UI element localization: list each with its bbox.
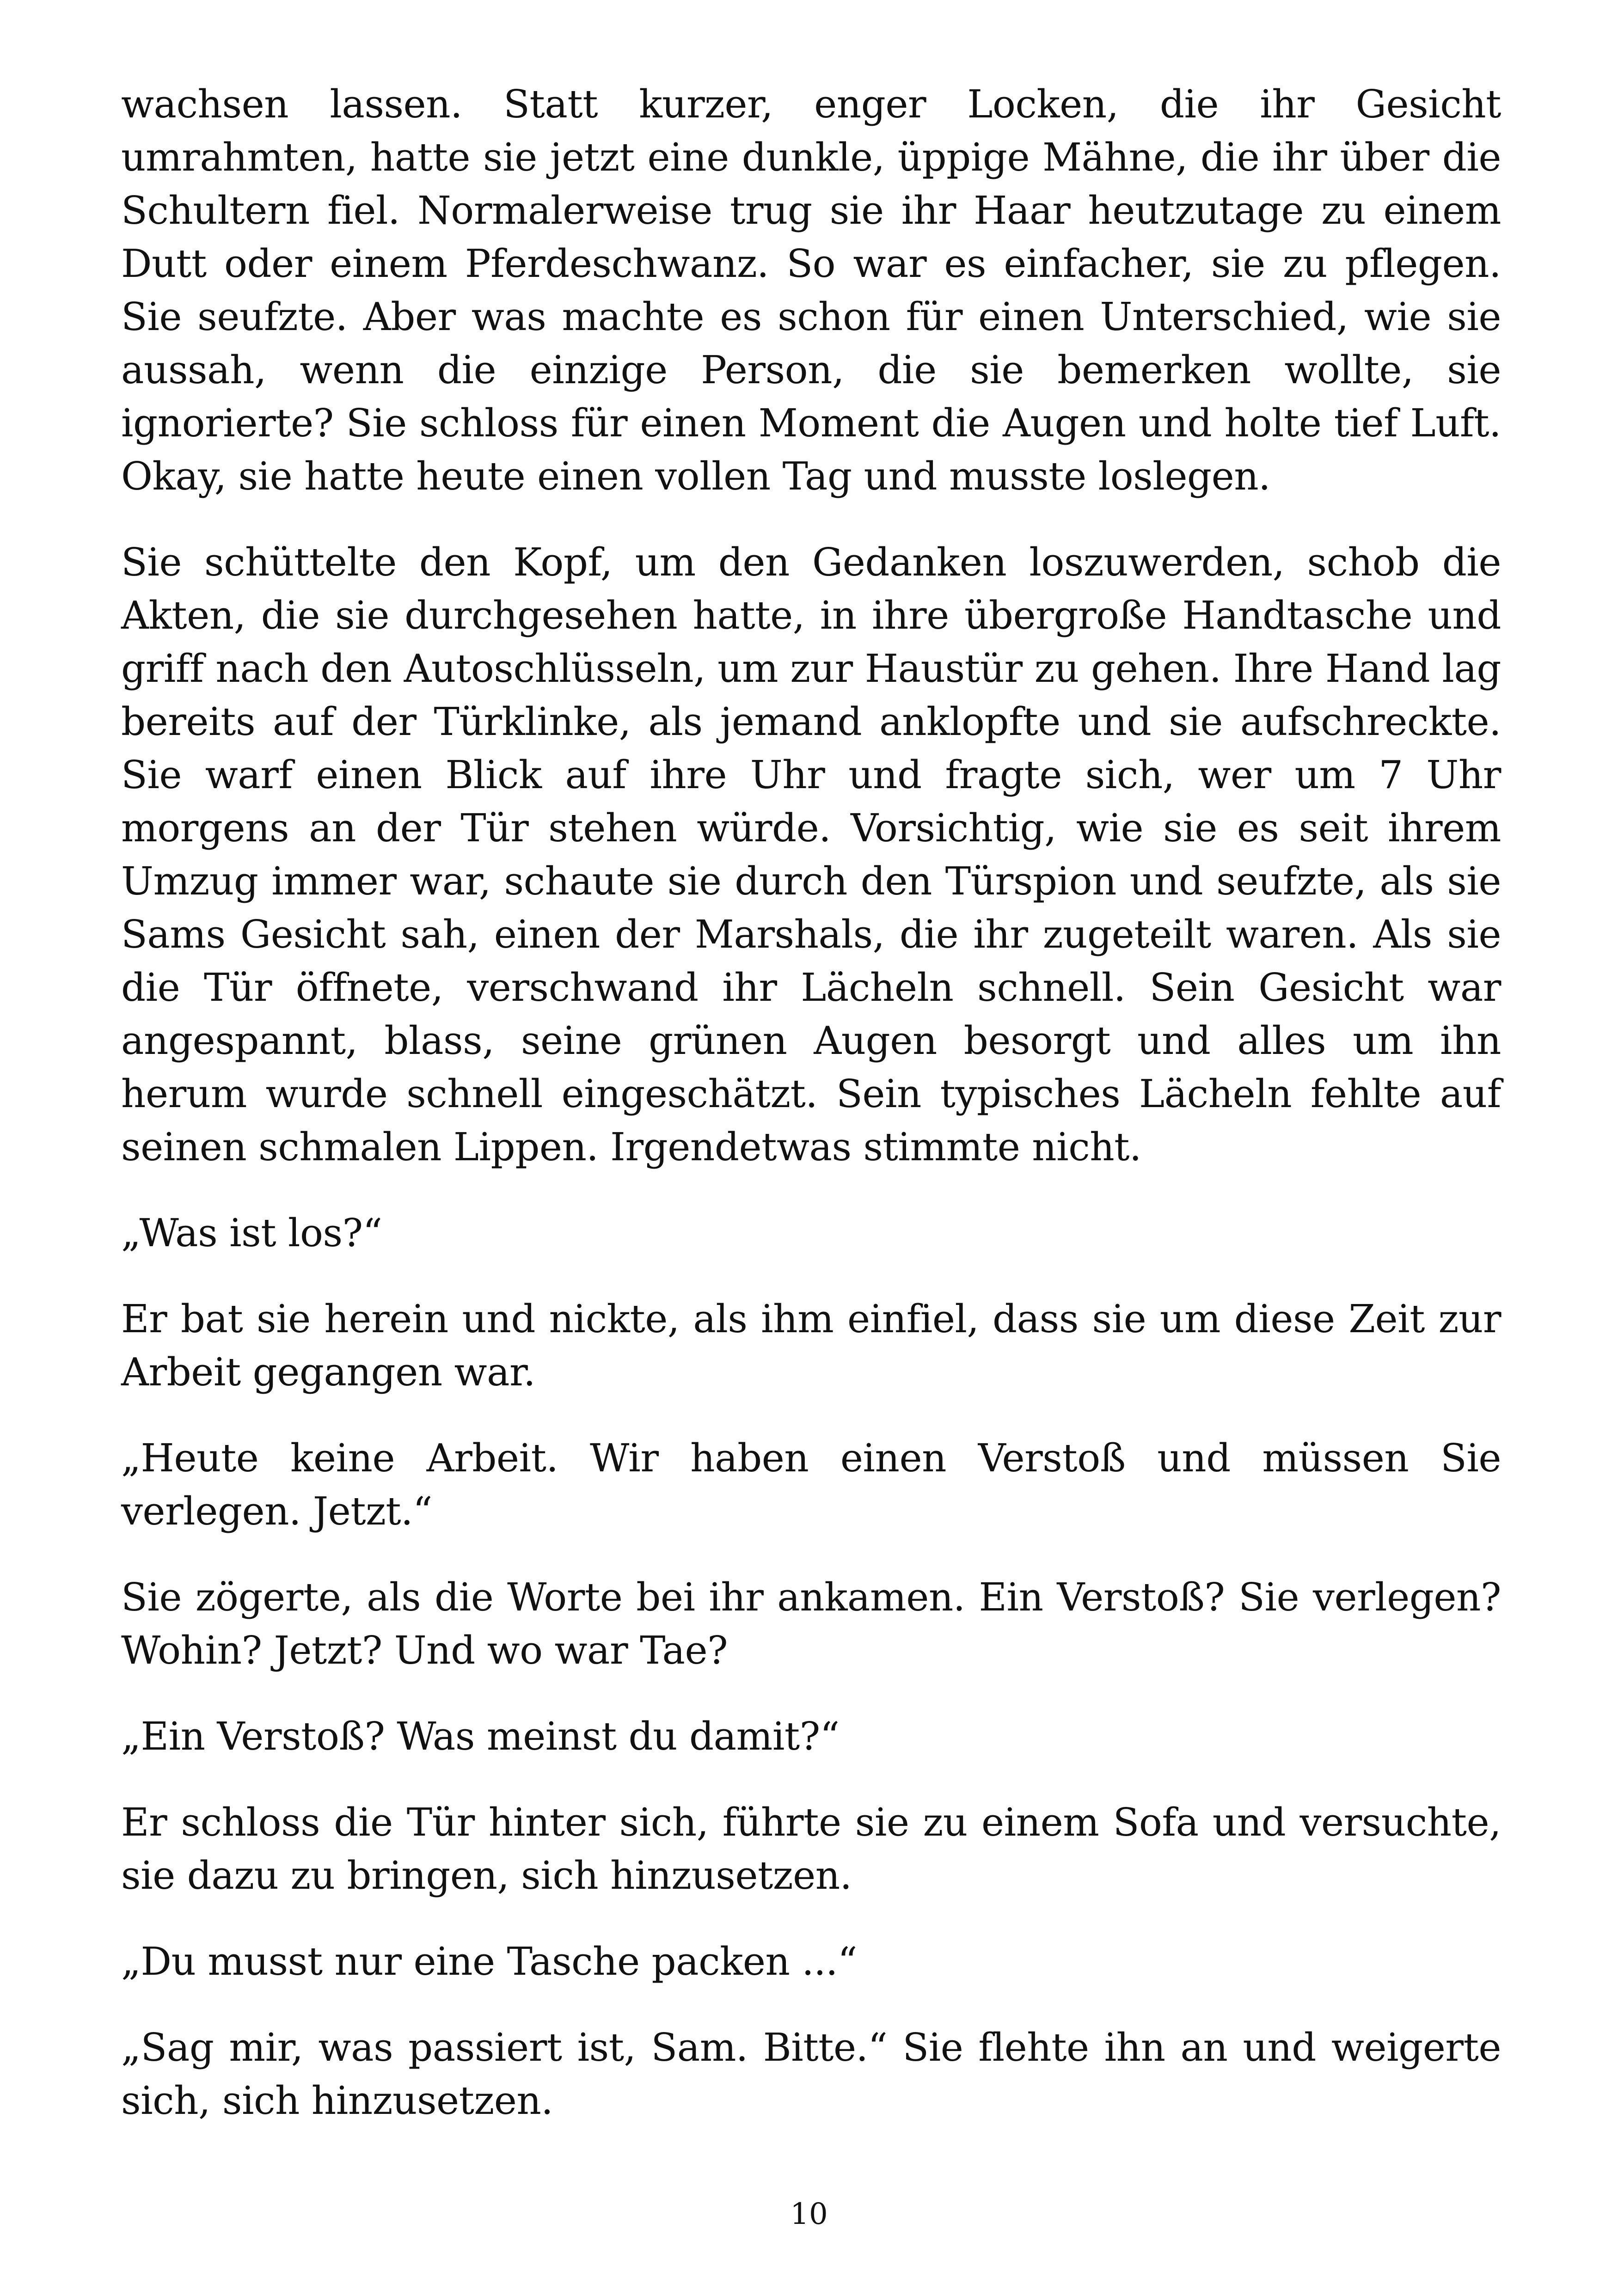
dialogue-line: „Du musst nur eine Tasche packen ...“: [121, 1939, 857, 1984]
body-text: [121, 78, 1501, 2127]
paragraph: Sie schüttelte den Kopf, um den Gedanken loszuwerden, schob die Akten, die sie durchgesehen hatte, in ihre übergroße Handtasche und griff nach den Autoschlüsseln, um zur Haustür zu gehen. Ihre Hand lag bereits auf der Türklinke, als jemand anklopfte und sie aufschreckte. Sie warf einen Blick auf ihre Uhr und fragte sich, wer um 7 Uhr morgens an der Tür stehen würde. Vorsichtig, wie sie es seit ihrem Umzug immer war, schaute sie durch den Türspion und seufzte, als sie Sams Gesicht sah, einen der Marshals, die ihr zugeteilt waren. Als sie die Tür öffnete, verschwand ihr Lächeln schnell. Sein Gesicht war angespannt, blass, seine grünen Augen besorgt und alles um ihn herum wurde schnell eingeschätzt. Sein typisches Lächeln fehlte auf seinen schmalen Lippen. Irgendetwas stimmte nicht.: [121, 540, 1501, 1169]
paragraph: Er bat sie herein und nickte, als ihm einfiel, dass sie um diese Zeit zur Arbeit gegangen war.: [121, 1297, 1501, 1395]
paragraph: Sie zögerte, als die Worte bei ihr ankamen. Ein Verstoß? Sie verlegen? Wohin? Jetzt? Und wo war Tae?: [121, 1575, 1501, 1673]
dialogue-line: „Heute keine Arbeit. Wir haben einen Verstoß und müssen Sie verlegen. Jetzt.“: [121, 1436, 1501, 1534]
page-number: 10: [790, 2197, 828, 2231]
dialogue-line: „Sag mir, was passiert ist, Sam. Bitte.“ Sie flehte ihn an und weigerte sich, sich hinzusetzen.: [121, 2025, 1501, 2123]
paragraph: wachsen lassen. Statt kurzer, enger Locken, die ihr Gesicht umrahmten, hatte sie jetzt eine dunkle, üppige Mähne, die ihr über die Schultern fiel. Normalerweise trug sie ihr Haar heutzutage zu einem Dutt oder einem Pferdeschwanz. So war es einfacher, sie zu pflegen. Sie seufzte. Aber was machte es schon für einen Unterschied, wie sie aussah, wenn die einzige Person, die sie bemerken wollte, sie ignorierte? Sie schloss für einen Moment die Augen und holte tief Luft. Okay, sie hatte heute einen vollen Tag und musste loslegen.: [121, 82, 1501, 499]
dialogue-line: „Was ist los?“: [121, 1211, 382, 1255]
paragraph: Er schloss die Tür hinter sich, führte sie zu einem Sofa und versuchte, sie dazu zu bringen, sich hinzusetzen.: [121, 1800, 1501, 1898]
dialogue-line: „Ein Verstoß? Was meinst du damit?“: [121, 1714, 840, 1759]
